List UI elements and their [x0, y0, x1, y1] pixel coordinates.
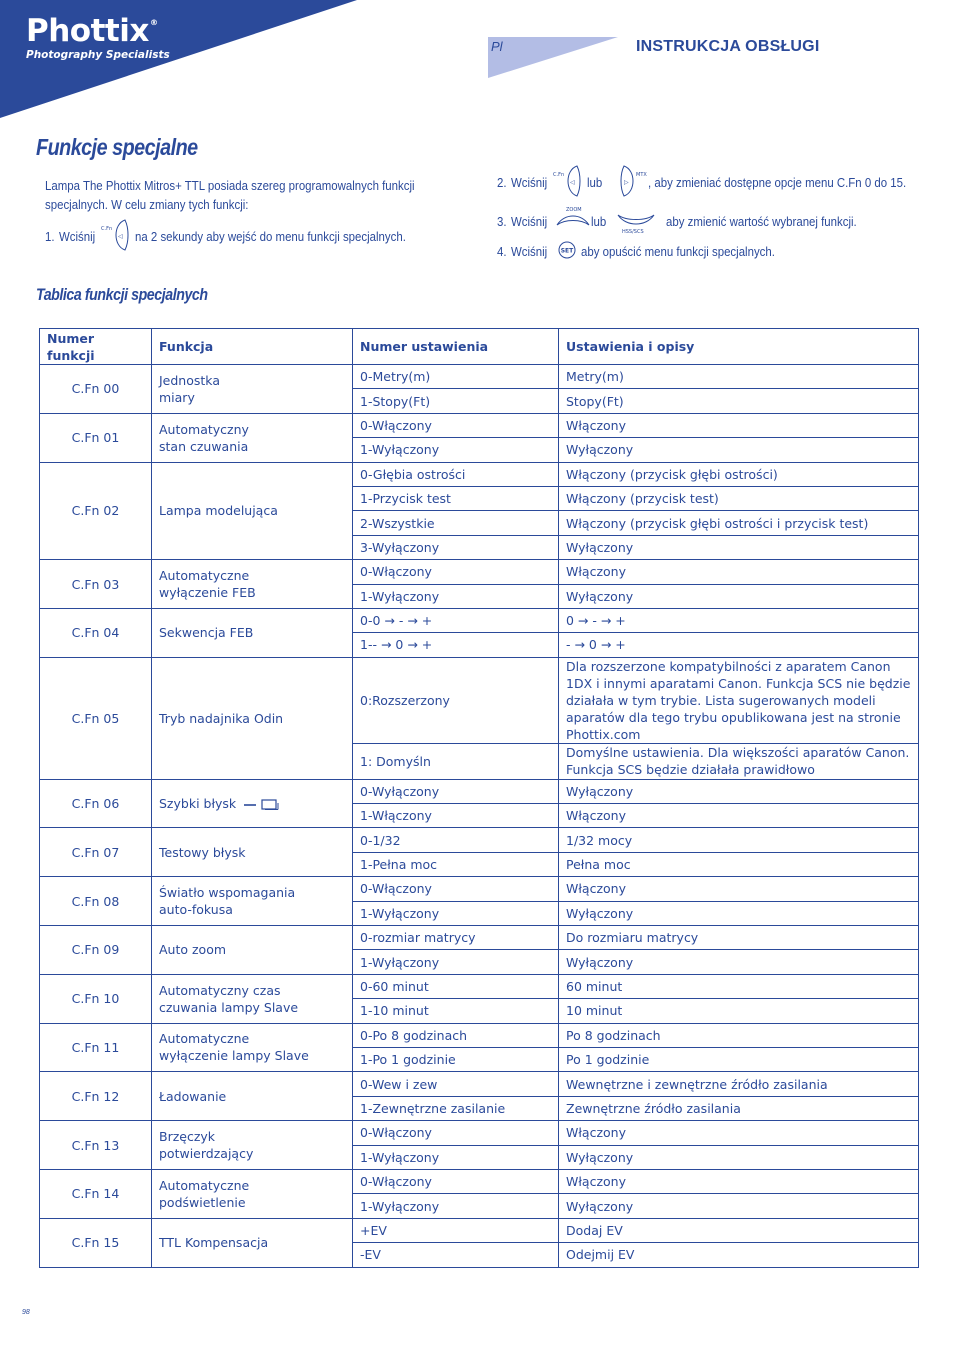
step-4: 4. Wciśnij SET aby opuścić menu funkcji specjalnych.: [497, 240, 801, 263]
setting-number-cell: 0-Głębia ostrości: [353, 462, 559, 486]
function-name-cell: Sekwencja FEB: [152, 608, 353, 657]
setting-number-cell: 1-Stopy(Ft): [353, 389, 559, 413]
table-row: [40, 779, 919, 803]
function-number-cell: C.Fn 10: [40, 974, 152, 1023]
table-row: [40, 1169, 919, 1193]
table-row: [40, 1072, 919, 1096]
table-row: [40, 1023, 919, 1047]
table-header-row: [40, 329, 919, 365]
svg-text:C.Fn: C.Fn: [552, 172, 564, 178]
function-number-cell: C.Fn 03: [40, 560, 152, 609]
setting-description-cell: Wewnętrzne i zewnętrzne źródło zasilania: [559, 1072, 919, 1096]
high-speed-sync-icon: [244, 796, 282, 811]
table-row: [40, 462, 919, 486]
setting-number-cell: 0-Metry(m): [353, 365, 559, 389]
setting-number-cell: -EV: [353, 1243, 559, 1267]
header-function-number: Numer funkcji: [40, 329, 152, 365]
left-dial-icon: [553, 164, 587, 201]
function-name-cell: Auto zoom: [152, 926, 353, 975]
setting-description-cell: 10 minut: [559, 999, 919, 1023]
setting-number-cell: 1-Zewnętrzne zasilanie: [353, 1096, 559, 1120]
left-dial-icon: [101, 218, 135, 255]
step-1: 1. Wciśnij C.Fn ◁ na 2 sekundy aby wejść do menu funkcji specjalnych.: [45, 218, 442, 255]
setting-description-cell: Metry(m): [559, 365, 919, 389]
function-number-cell: C.Fn 09: [40, 926, 152, 975]
setting-description-cell: Po 8 godzinach: [559, 1023, 919, 1047]
setting-description-cell: Stopy(Ft): [559, 389, 919, 413]
function-number-cell: C.Fn 08: [40, 877, 152, 926]
function-number-cell: C.Fn 04: [40, 608, 152, 657]
set-button-icon: [557, 240, 577, 263]
page-title: Funkcje specjalne: [36, 134, 198, 160]
setting-number-cell: 1-Włączony: [353, 804, 559, 828]
table-row: [40, 877, 919, 901]
brand-name: Phottix: [26, 13, 149, 49]
intro-text: Lampa The Phottix Mitros+ TTL posiada szereg programowalnych funkcji specjalnych. W celu zmiany tych funkcji:: [45, 178, 415, 212]
step-3: 3. Wciśnij ZOOM lub HSS/SCS aby zmienić wartość wybranej funkcji.: [497, 205, 883, 238]
setting-number-cell: 0-Włączony: [353, 1121, 559, 1145]
table-row: [40, 1121, 919, 1145]
setting-number-cell: +EV: [353, 1218, 559, 1242]
setting-number-cell: 0-rozmiar matrycy: [353, 926, 559, 950]
setting-number-cell: 1-Wyłączony: [353, 950, 559, 974]
setting-number-cell: 0-Włączony: [353, 413, 559, 437]
setting-description-cell: 1/32 mocy: [559, 828, 919, 852]
page-number: 98: [22, 1309, 30, 1316]
language-code: Pl: [491, 39, 503, 54]
setting-number-cell: 1-- → 0 → +: [353, 633, 559, 657]
function-name: Szybki błysk: [159, 796, 237, 812]
header-function: Funkcja: [152, 329, 353, 365]
manual-title: INSTRUKCJA OBSŁUGI: [636, 38, 820, 55]
table-row: [40, 365, 919, 389]
function-number-cell: C.Fn 06: [40, 779, 152, 828]
setting-number-cell: 1-10 minut: [353, 999, 559, 1023]
brand-registered-mark: ®: [150, 18, 158, 27]
setting-number-cell: 0-0 → - → +: [353, 608, 559, 632]
setting-number-cell: 1: Domyśln: [353, 743, 559, 779]
language-flag: [488, 37, 620, 79]
setting-number-cell: 0-Włączony: [353, 1169, 559, 1193]
svg-text:◁: ◁: [117, 234, 123, 240]
setting-description-cell: Wyłączony: [559, 779, 919, 803]
setting-number-cell: 0:Rozszerzony: [353, 657, 559, 743]
setting-description-cell: Pełna moc: [559, 852, 919, 876]
function-name-cell: [152, 779, 353, 828]
header-setting-number: Numer ustawienia: [353, 329, 559, 365]
brand-tagline: Photography Specialists: [26, 49, 170, 61]
zoom-button-icon: [555, 205, 591, 238]
function-number-cell: C.Fn 07: [40, 828, 152, 877]
setting-description-cell: Wyłączony: [559, 535, 919, 559]
svg-text:SET: SET: [560, 247, 573, 255]
setting-description-cell: Dodaj EV: [559, 1218, 919, 1242]
setting-description-cell: Do rozmiaru matrycy: [559, 926, 919, 950]
setting-number-cell: 3-Wyłączony: [353, 535, 559, 559]
function-number-cell: C.Fn 11: [40, 1023, 152, 1072]
setting-number-cell: 1-Wyłączony: [353, 1194, 559, 1218]
setting-description-cell: Wyłączony: [559, 901, 919, 925]
function-name-cell: Automatyczne wyłączenie FEB: [152, 560, 353, 609]
setting-description-cell: Zewnętrzne źródło zasilania: [559, 1096, 919, 1120]
function-number-cell: C.Fn 01: [40, 413, 152, 462]
function-name-cell: Automatyczne wyłączenie lampy Slave: [152, 1023, 353, 1072]
hss-button-icon: [616, 205, 656, 238]
setting-number-cell: 0-Wew i zew: [353, 1072, 559, 1096]
setting-description-cell: Wyłączony: [559, 950, 919, 974]
svg-text:▷: ▷: [624, 180, 629, 186]
setting-number-cell: 0-Włączony: [353, 560, 559, 584]
function-number-cell: C.Fn 15: [40, 1218, 152, 1267]
right-dial-icon: [614, 164, 648, 201]
function-name-cell: Lampa modelująca: [152, 462, 353, 560]
function-name-cell: Brzęczyk potwierdzający: [152, 1121, 353, 1170]
step-2: 2. Wciśnij C.Fn ◁ lub ▷ MTX , aby zmieniać dostępne opcje menu C.Fn 0 do 15.: [497, 164, 941, 201]
function-name-cell: Ładowanie: [152, 1072, 353, 1121]
function-name-cell: Automatyczne podświetlenie: [152, 1169, 353, 1218]
setting-number-cell: 1-Wyłączony: [353, 584, 559, 608]
setting-description-cell: Włączony (przycisk głębi ostrości i przycisk test): [559, 511, 919, 535]
function-name-cell: Automatyczny czas czuwania lampy Slave: [152, 974, 353, 1023]
setting-number-cell: 0-Wyłączony: [353, 779, 559, 803]
setting-description-cell: Wyłączony: [559, 438, 919, 462]
setting-number-cell: 1-Wyłączony: [353, 901, 559, 925]
setting-number-cell: 0-60 minut: [353, 974, 559, 998]
table-row: [40, 608, 919, 632]
setting-description-cell: Wyłączony: [559, 1194, 919, 1218]
setting-description-cell: Włączony (przycisk głębi ostrości): [559, 462, 919, 486]
function-name-cell: Jednostka miary: [152, 365, 353, 414]
setting-description-cell: Po 1 godzinie: [559, 1047, 919, 1071]
setting-description-cell: Odejmij EV: [559, 1243, 919, 1267]
svg-text:MTX: MTX: [636, 172, 647, 178]
setting-number-cell: 1-Przycisk test: [353, 486, 559, 510]
function-name-cell: Tryb nadajnika Odin: [152, 657, 353, 779]
setting-description-cell: 0 → - → +: [559, 608, 919, 632]
custom-functions-table: [39, 328, 919, 1268]
function-number-cell: C.Fn 02: [40, 462, 152, 560]
table-row: [40, 974, 919, 998]
table-row: [40, 926, 919, 950]
function-name-cell: Światło wspomagania auto-fokusa: [152, 877, 353, 926]
setting-description-cell: Włączony: [559, 1169, 919, 1193]
table-row: [40, 1218, 919, 1242]
svg-text:◁: ◁: [569, 180, 575, 186]
function-name-cell: TTL Kompensacja: [152, 1218, 353, 1267]
brand-logo: [26, 13, 170, 61]
setting-description-cell: Włączony: [559, 560, 919, 584]
function-name-cell: Automatyczny stan czuwania: [152, 413, 353, 462]
setting-number-cell: 1-Po 1 godzinie: [353, 1047, 559, 1071]
setting-description-cell: Wyłączony: [559, 1145, 919, 1169]
svg-text:ZOOM: ZOOM: [565, 207, 582, 213]
table-title: Tablica funkcji specjalnych: [36, 286, 208, 304]
setting-number-cell: 1-Wyłączony: [353, 438, 559, 462]
setting-description-cell: Włączony: [559, 413, 919, 437]
setting-number-cell: 2-Wszystkie: [353, 511, 559, 535]
setting-description-cell: 60 minut: [559, 974, 919, 998]
setting-description-cell: Włączony (przycisk test): [559, 486, 919, 510]
setting-description-cell: Włączony: [559, 1121, 919, 1145]
function-number-cell: C.Fn 12: [40, 1072, 152, 1121]
table-row: [40, 657, 919, 743]
setting-description-cell: Domyślne ustawienia. Dla większości aparatów Canon. Funkcja SCS będzie działała prawidłowo: [559, 743, 919, 779]
function-name-cell: Testowy błysk: [152, 828, 353, 877]
setting-number-cell: 1-Wyłączony: [353, 1145, 559, 1169]
table-row: [40, 560, 919, 584]
setting-description-cell: Włączony: [559, 877, 919, 901]
setting-description-cell: Włączony: [559, 804, 919, 828]
table-row: [40, 828, 919, 852]
function-number-cell: C.Fn 13: [40, 1121, 152, 1170]
setting-number-cell: 0-1/32: [353, 828, 559, 852]
setting-number-cell: 1-Pełna moc: [353, 852, 559, 876]
setting-description-cell: Dla rozszerzone kompatybilności z aparatem Canon 1DX i innymi aparatami Canon. Funkcja SCS nie będzie działała w tym trybie. Lista sugerowanych modeli aparatów dla tego trybu opublikowana jest na stronie Phottix.com: [559, 657, 919, 743]
setting-number-cell: 0-Włączony: [353, 877, 559, 901]
function-number-cell: C.Fn 05: [40, 657, 152, 779]
setting-description-cell: Wyłączony: [559, 584, 919, 608]
svg-text:C.Fn: C.Fn: [100, 226, 112, 232]
setting-description-cell: - → 0 → +: [559, 633, 919, 657]
table-row: [40, 413, 919, 437]
function-number-cell: C.Fn 14: [40, 1169, 152, 1218]
svg-text:HSS/SCS: HSS/SCS: [622, 229, 644, 235]
function-number-cell: C.Fn 00: [40, 365, 152, 414]
setting-number-cell: 0-Po 8 godzinach: [353, 1023, 559, 1047]
header-setting-description: Ustawienia i opisy: [559, 329, 919, 365]
